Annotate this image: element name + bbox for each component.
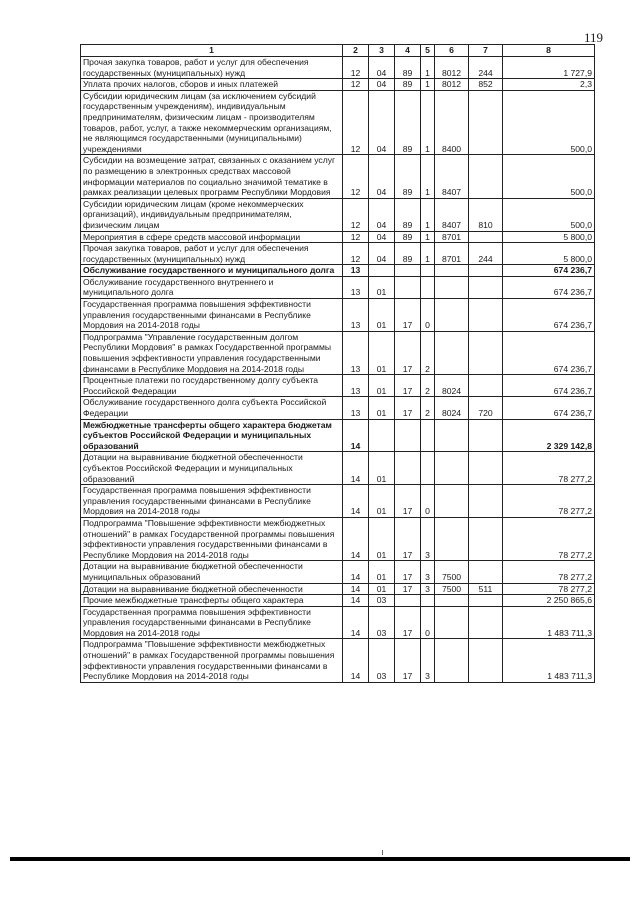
row-name: Процентные платежи по государственному долгу субъекта Российской Федерации [81, 375, 343, 397]
program-code: 17 [395, 517, 421, 560]
amount: 2 250 865,6 [503, 595, 595, 607]
section-code: 12 [343, 198, 369, 231]
subprogram-code [421, 265, 435, 277]
row-name: Государственная программа повышения эффективности управления государственными финансами в Республике Мордовия на 2014-2018 годы [81, 606, 343, 639]
row-name: Уплата прочих налогов, сборов и иных платежей [81, 79, 343, 91]
table-row [81, 198, 595, 231]
subprogram-code: 0 [421, 606, 435, 639]
subsection-code: 04 [369, 155, 395, 198]
item-code [435, 485, 469, 518]
expense-type-code [469, 517, 503, 560]
expense-type-code [469, 375, 503, 397]
column-header-2: 2 [343, 45, 369, 57]
amount: 674 236,7 [503, 331, 595, 374]
item-code [435, 517, 469, 560]
expense-type-code: 810 [469, 198, 503, 231]
amount: 2,3 [503, 79, 595, 91]
expense-type-code [469, 276, 503, 298]
section-code: 14 [343, 419, 369, 452]
item-code [435, 452, 469, 485]
subsection-code: 03 [369, 639, 395, 682]
subprogram-code: 0 [421, 299, 435, 332]
subsection-code: 04 [369, 57, 395, 79]
item-code: 8407 [435, 198, 469, 231]
program-code: 17 [395, 639, 421, 682]
row-name: Субсидии юридическим лицам (за исключением субсидий государственным учреждениям), индивидуальным предпринимателям, физическим лицам - производителям товаров, работ, услуг, а также некоммерческим организациям, не являющимся государственными (муниципальными) учреждениями [81, 90, 343, 155]
table-row [81, 331, 595, 374]
column-header-8: 8 [503, 45, 595, 57]
program-code: 89 [395, 231, 421, 243]
subprogram-code: 1 [421, 57, 435, 79]
table-row [81, 155, 595, 198]
subsection-code: 03 [369, 606, 395, 639]
program-code [395, 265, 421, 277]
item-code: 8012 [435, 57, 469, 79]
program-code [395, 595, 421, 607]
column-header-1: 1 [81, 45, 343, 57]
subsection-code: 01 [369, 299, 395, 332]
item-code: 8701 [435, 243, 469, 265]
row-name: Государственная программа повышения эффективности управления государственными финансами в Республике Мордовия на 2014-2018 годы [81, 485, 343, 518]
subprogram-code: 1 [421, 79, 435, 91]
table-row [81, 517, 595, 560]
expense-type-code: 720 [469, 397, 503, 419]
bottom-rule [10, 857, 630, 861]
item-code: 7500 [435, 583, 469, 595]
program-code: 89 [395, 90, 421, 155]
expense-type-code: 511 [469, 583, 503, 595]
program-code: 17 [395, 561, 421, 583]
column-header-4: 4 [395, 45, 421, 57]
row-name: Мероприятия в сфере средств массовой информации [81, 231, 343, 243]
subsection-code: 01 [369, 561, 395, 583]
program-code: 89 [395, 198, 421, 231]
row-name: Подпрограмма "Повышение эффективности межбюджетных отношений" в рамках Государственной программы повышения эффективности управления государственными финансами в Республике Мордовия на 2014-2018 годы [81, 639, 343, 682]
program-code [395, 276, 421, 298]
row-name: Обслуживание государственного и муниципального долга [81, 265, 343, 277]
subprogram-code: 3 [421, 517, 435, 560]
expense-type-code [469, 485, 503, 518]
program-code [395, 419, 421, 452]
table-header-row [81, 45, 595, 57]
item-code [435, 595, 469, 607]
page-number: 119 [584, 30, 604, 45]
expense-type-code [469, 561, 503, 583]
section-code: 14 [343, 606, 369, 639]
amount: 78 277,2 [503, 561, 595, 583]
section-code: 13 [343, 265, 369, 277]
item-code [435, 331, 469, 374]
program-code: 17 [395, 583, 421, 595]
program-code: 89 [395, 57, 421, 79]
expense-type-code: 244 [469, 243, 503, 265]
expense-type-code [469, 299, 503, 332]
scan-mark [382, 850, 383, 855]
budget-table [80, 44, 595, 683]
expense-type-code [469, 606, 503, 639]
table-row [81, 606, 595, 639]
expense-type-code [469, 595, 503, 607]
section-code: 13 [343, 276, 369, 298]
section-code: 12 [343, 243, 369, 265]
amount: 78 277,2 [503, 452, 595, 485]
item-code [435, 639, 469, 682]
section-code: 12 [343, 90, 369, 155]
table-row [81, 452, 595, 485]
item-code: 7500 [435, 561, 469, 583]
subprogram-code: 2 [421, 397, 435, 419]
table-row [81, 485, 595, 518]
program-code: 89 [395, 79, 421, 91]
expense-type-code: 852 [469, 79, 503, 91]
subsection-code: 03 [369, 595, 395, 607]
section-code: 14 [343, 517, 369, 560]
subsection-code [369, 419, 395, 452]
subsection-code: 04 [369, 231, 395, 243]
item-code [435, 276, 469, 298]
subprogram-code: 2 [421, 331, 435, 374]
item-code [435, 299, 469, 332]
subsection-code: 01 [369, 452, 395, 485]
row-name: Обслуживание государственного внутреннего и муниципального долга [81, 276, 343, 298]
subprogram-code [421, 276, 435, 298]
row-name: Субсидии на возмещение затрат, связанных с оказанием услуг по размещению в электронных средствах массовой информации материалов по социально значимой тематике в рамках реализации целевых программ Республики Мордовия [81, 155, 343, 198]
section-code: 14 [343, 485, 369, 518]
section-code: 13 [343, 375, 369, 397]
section-code: 14 [343, 561, 369, 583]
amount: 500,0 [503, 198, 595, 231]
subsection-code: 04 [369, 90, 395, 155]
table-row [81, 299, 595, 332]
table-row [81, 639, 595, 682]
expense-type-code [469, 452, 503, 485]
program-code: 17 [395, 299, 421, 332]
row-name: Дотации на выравнивание бюджетной обеспеченности [81, 583, 343, 595]
amount: 5 800,0 [503, 231, 595, 243]
expense-type-code [469, 419, 503, 452]
section-code: 12 [343, 231, 369, 243]
program-code: 17 [395, 606, 421, 639]
item-code [435, 419, 469, 452]
expense-type-code [469, 155, 503, 198]
section-code: 14 [343, 583, 369, 595]
amount: 78 277,2 [503, 517, 595, 560]
section-code: 12 [343, 155, 369, 198]
subprogram-code: 0 [421, 485, 435, 518]
amount: 674 236,7 [503, 375, 595, 397]
row-name: Прочая закупка товаров, работ и услуг для обеспечения государственных (муниципальных) нужд [81, 57, 343, 79]
expense-type-code [469, 639, 503, 682]
subsection-code: 01 [369, 276, 395, 298]
expense-type-code [469, 231, 503, 243]
amount: 674 236,7 [503, 397, 595, 419]
program-code: 17 [395, 375, 421, 397]
subsection-code: 04 [369, 79, 395, 91]
table-row [81, 243, 595, 265]
section-code: 14 [343, 595, 369, 607]
subsection-code: 01 [369, 331, 395, 374]
row-name: Прочая закупка товаров, работ и услуг для обеспечения государственных (муниципальных) нужд [81, 243, 343, 265]
item-code: 8024 [435, 375, 469, 397]
subsection-code: 01 [369, 375, 395, 397]
program-code: 17 [395, 397, 421, 419]
item-code: 8407 [435, 155, 469, 198]
table-row [81, 595, 595, 607]
table-row [81, 57, 595, 79]
subsection-code: 01 [369, 397, 395, 419]
program-code: 89 [395, 243, 421, 265]
subprogram-code: 3 [421, 583, 435, 595]
amount: 674 236,7 [503, 276, 595, 298]
table-row [81, 276, 595, 298]
column-header-3: 3 [369, 45, 395, 57]
table-row [81, 231, 595, 243]
program-code: 17 [395, 485, 421, 518]
subsection-code: 01 [369, 485, 395, 518]
section-code: 14 [343, 452, 369, 485]
program-code: 17 [395, 331, 421, 374]
table-row [81, 265, 595, 277]
amount: 1 483 711,3 [503, 639, 595, 682]
section-code: 13 [343, 397, 369, 419]
item-code [435, 265, 469, 277]
amount: 5 800,0 [503, 243, 595, 265]
amount: 2 329 142,8 [503, 419, 595, 452]
section-code: 12 [343, 79, 369, 91]
row-name: Подпрограмма "Управление государственным долгом Республики Мордовия" в рамках Государственной программы повышения эффективности управления государственными финансами в Республике Мордовия на 2014-2018 годы [81, 331, 343, 374]
program-code [395, 452, 421, 485]
subsection-code: 04 [369, 198, 395, 231]
amount: 500,0 [503, 155, 595, 198]
row-name: Субсидии юридическим лицам (кроме некоммерческих организаций), индивидуальным предпринимателям, физическим лицам [81, 198, 343, 231]
subprogram-code: 1 [421, 90, 435, 155]
expense-type-code: 244 [469, 57, 503, 79]
expense-type-code [469, 90, 503, 155]
column-header-5: 5 [421, 45, 435, 57]
row-name: Дотации на выравнивание бюджетной обеспеченности субъектов Российской Федерации и муниципальных образований [81, 452, 343, 485]
subsection-code: 04 [369, 243, 395, 265]
subprogram-code: 1 [421, 155, 435, 198]
row-name: Межбюджетные трансферты общего характера бюджетам субъектов Российской Федерации и муниципальных образований [81, 419, 343, 452]
subsection-code [369, 265, 395, 277]
subprogram-code: 3 [421, 639, 435, 682]
section-code: 13 [343, 331, 369, 374]
section-code: 13 [343, 299, 369, 332]
table-row [81, 90, 595, 155]
item-code [435, 606, 469, 639]
subprogram-code: 2 [421, 375, 435, 397]
item-code: 8701 [435, 231, 469, 243]
subsection-code: 01 [369, 583, 395, 595]
subprogram-code [421, 419, 435, 452]
column-header-6: 6 [435, 45, 469, 57]
row-name: Обслуживание государственного долга субъекта Российской Федерации [81, 397, 343, 419]
amount: 674 236,7 [503, 265, 595, 277]
row-name: Прочие межбюджетные трансферты общего характера [81, 595, 343, 607]
amount: 500,0 [503, 90, 595, 155]
expense-type-code [469, 331, 503, 374]
column-header-7: 7 [469, 45, 503, 57]
table-row [81, 419, 595, 452]
item-code: 8012 [435, 79, 469, 91]
amount: 78 277,2 [503, 583, 595, 595]
subprogram-code: 1 [421, 243, 435, 265]
row-name: Дотации на выравнивание бюджетной обеспеченности муниципальных образований [81, 561, 343, 583]
amount: 674 236,7 [503, 299, 595, 332]
table-row [81, 397, 595, 419]
subprogram-code [421, 452, 435, 485]
row-name: Подпрограмма "Повышение эффективности межбюджетных отношений" в рамках Государственной программы повышения эффективности управления государственными финансами в Республике Мордовия на 2014-2018 годы [81, 517, 343, 560]
row-name: Государственная программа повышения эффективности управления государственными финансами в Республике Мордовия на 2014-2018 годы [81, 299, 343, 332]
section-code: 12 [343, 57, 369, 79]
section-code: 14 [343, 639, 369, 682]
item-code: 8400 [435, 90, 469, 155]
subprogram-code [421, 595, 435, 607]
subsection-code: 01 [369, 517, 395, 560]
expense-type-code [469, 265, 503, 277]
amount: 1 483 711,3 [503, 606, 595, 639]
amount: 78 277,2 [503, 485, 595, 518]
subprogram-code: 1 [421, 231, 435, 243]
subprogram-code: 1 [421, 198, 435, 231]
table-row [81, 561, 595, 583]
table-row [81, 79, 595, 91]
table-row [81, 583, 595, 595]
amount: 1 727,9 [503, 57, 595, 79]
subprogram-code: 3 [421, 561, 435, 583]
table-row [81, 375, 595, 397]
program-code: 89 [395, 155, 421, 198]
item-code: 8024 [435, 397, 469, 419]
